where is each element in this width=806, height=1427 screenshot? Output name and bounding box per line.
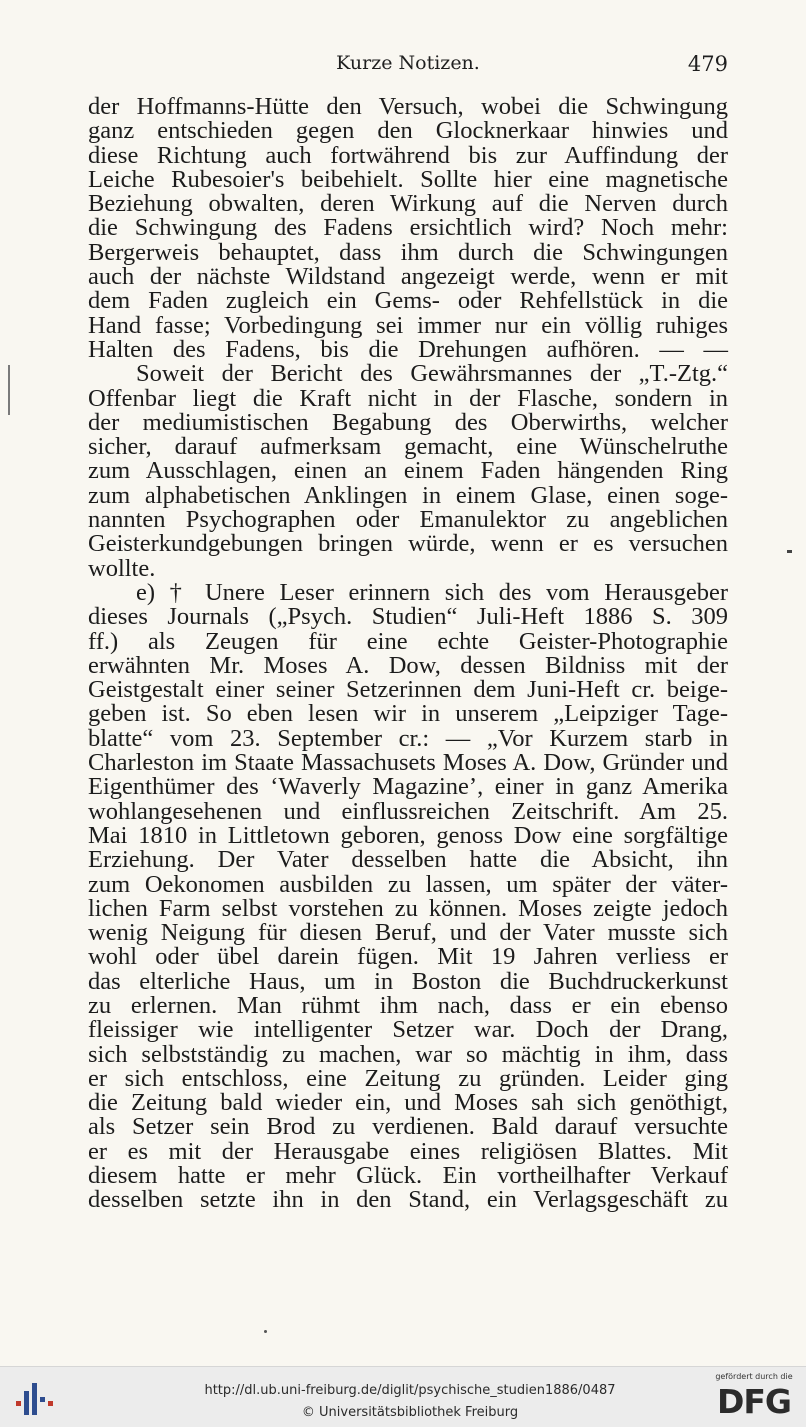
text-line: geben ist. So eben lesen wir in unserem „Leipziger Tage- [88,700,728,728]
text-line: lichen Farm selbst vorstehen zu können. Moses zeigte jedoch [88,894,728,922]
text-line: fleissiger wie intelligenter Setzer war. Doch der Drang, [88,1016,728,1044]
dfg-logo: DFG [716,1382,792,1421]
text-line: zu erlernen. Man rühmt ihm nach, dass er ein ebenso [88,991,728,1019]
running-title: Kurze Notizen. [336,52,480,74]
text-line: auch der nächste Wildstand angezeigt werde, wenn er mit [88,263,728,291]
left-margin-mark [8,365,10,415]
text-line: sicher, darauf aufmerksam gemacht, eine Wünschelruthe [88,433,728,461]
text-line: Charleston im Staate Massachusets Moses A. Dow, Gründer und [88,749,728,777]
text-line: Bergerweis behauptet, dass ihm durch die Schwingungen [88,238,728,266]
text-line: dem Faden zugleich ein Gems- oder Rehfellstück in die [88,287,728,315]
text-line: die Schwingung des Fadens ersichtlich wird? Noch mehr: [88,214,728,242]
funding-caption: gefördert durch die [715,1372,793,1381]
text-line: e) † Unere Leser erinnern sich des vom Herausgeber [136,578,728,606]
body-text [88,95,728,1213]
text-line: zum Oekonomen ausbilden zu lassen, um später der väter- [88,870,728,898]
text-line: Halten des Fadens, bis die Drehungen aufhören. — — [88,335,728,363]
text-line: er sich entschloss, eine Zeitung zu gründen. Leider ging [88,1064,728,1092]
permalink-url[interactable]: http://dl.ub.uni-freiburg.de/diglit/psychische_studien1886/0487 [204,1383,616,1398]
copyright-notice: © Universitätsbibliothek Freiburg [301,1405,519,1420]
text-line: Leiche Rubesoier's beibehielt. Sollte hier eine magnetische [88,165,728,193]
text-line: zum Ausschlagen, einen an einem Faden hängenden Ring [88,457,728,485]
text-line: wollte. [88,554,156,582]
viewer-footer [0,1366,806,1427]
text-line: der mediumistischen Begabung des Oberwirths, welcher [88,408,728,436]
text-line: Mai 1810 in Littletown geboren, genoss Dow eine sorgfältige [88,821,728,849]
text-line: Geisterkundgebungen bringen würde, wenn er es versuchen [88,530,728,558]
text-line: wohl oder übel darein fügen. Mit 19 Jahren verliess er [88,943,728,971]
text-line: Soweit der Bericht des Gewährsmannes der „T.-Ztg.“ [136,360,728,388]
text-line: er es mit der Herausgabe eines religiösen Blattes. Mit [88,1137,728,1165]
text-line: sich selbstständig zu machen, war so mächtig in ihm, dass [88,1040,728,1068]
text-line: Geistgestalt einer seiner Setzerinnen dem Juni-Heft cr. beige- [88,676,728,704]
text-line: Offenbar liegt die Kraft nicht in der Flasche, sondern in [88,384,728,412]
text-line: ganz entschieden gegen den Glocknerkaar hinwies und [88,117,728,145]
right-margin-mark [787,550,792,553]
text-line: nannten Psychographen oder Emanulektor zu angeblichen [88,506,728,534]
page-speck [264,1330,267,1333]
text-line: Erziehung. Der Vater desselben hatte die Absicht, ihn [88,846,728,874]
text-line: ff.) als Zeugen für eine echte Geister-Photographie [88,627,728,655]
text-line: blatte“ vom 23. September cr.: — „Vor Kurzem starb in [88,724,728,752]
library-logo-icon [14,1379,54,1419]
text-line: diese Richtung auch fortwährend bis zur Auffindung der [88,141,728,169]
text-line: erwähnten Mr. Moses A. Dow, dessen Bildniss mit der [88,651,728,679]
text-line: wenig Neigung für diesen Beruf, und der Vater musste sich [88,919,728,947]
text-line: Hand fasse; Vorbedingung sei immer nur ein völlig ruhiges [88,311,728,339]
text-line: als Setzer sein Brod zu verdienen. Bald darauf versuchte [88,1113,728,1141]
text-line: die Zeitung bald wieder ein, und Moses sah sich genöthigt, [88,1089,728,1117]
page-header [88,52,728,82]
text-line: Beziehung obwalten, deren Wirkung auf die Nerven durch [88,190,728,218]
text-line: Eigenthümer des ‘Waverly Magazine’, einer in ganz Amerika [88,773,728,801]
text-line: das elterliche Haus, um in Boston die Buchdruckerkunst [88,967,728,995]
text-line: der Hoffmanns-Hütte den Versuch, wobei die Schwingung [88,93,728,120]
page-number: 479 [687,52,728,76]
text-line: wohlangesehenen und einflussreichen Zeitschrift. Am 25. [88,797,728,825]
text-line: zum alphabetischen Anklingen in einem Glase, einen soge- [88,481,728,509]
text-line: dieses Journals („Psych. Studien“ Juli-Heft 1886 S. 309 [88,603,728,631]
text-line: diesem hatte er mehr Glück. Ein vortheilhafter Verkauf [88,1162,728,1190]
text-line: desselben setzte ihn in den Stand, ein Verlagsgeschäft zu [88,1186,728,1214]
